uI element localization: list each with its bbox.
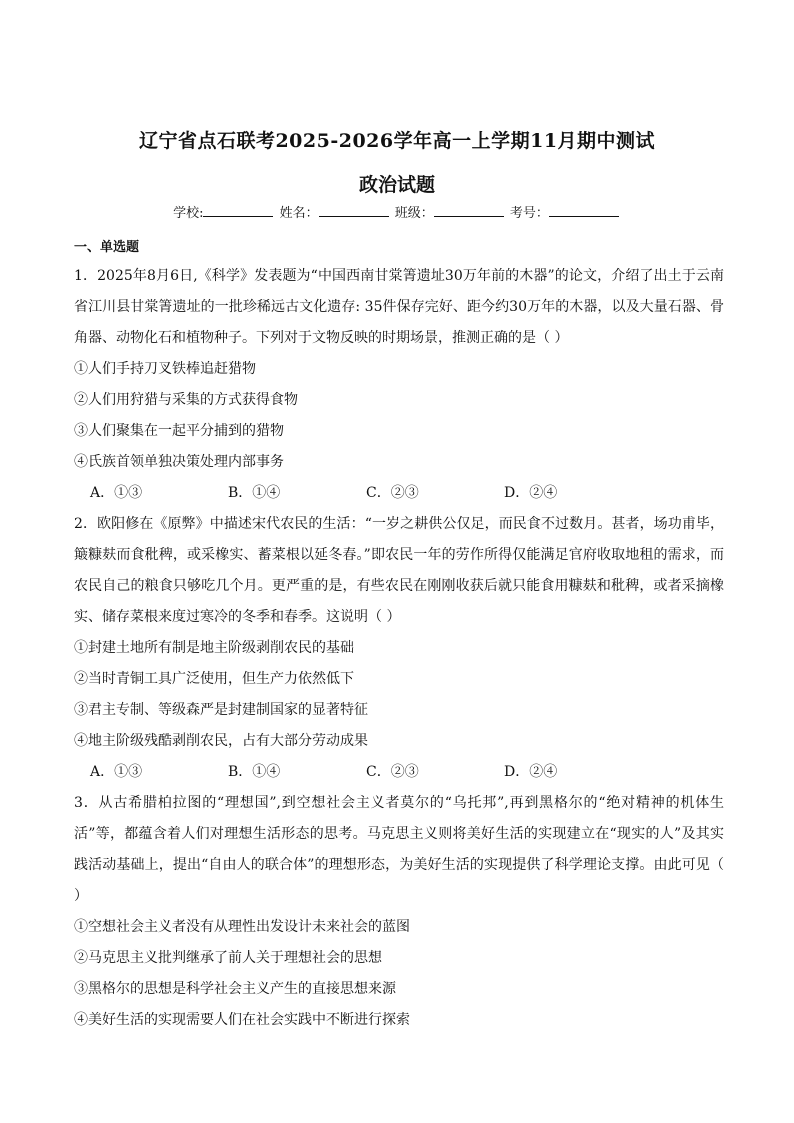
choice-a[interactable]: A．①③	[90, 485, 143, 501]
question-stem: 3．从古希腊柏拉图的“理想国”,到空想社会主义者莫尔的“乌托邦”,再到黑格尔的“绝对精神的机体生活”等，都蕴含着人们对理想生活形态的思考。马克思主义则将美好生活的实现建立在“现实的人”及其实践活动基础上，提出“自由人的联合体”的理想形态，为美好生活的实现提供了科学理论支撑。由此可见（ ）	[74, 795, 724, 904]
statement-option: ④地主阶级残酷剥削农民，占有大部分劳动成果	[74, 733, 368, 749]
choice-d[interactable]: D．②④	[504, 764, 558, 780]
answer-choices	[90, 757, 724, 788]
statement-option: ③人们聚集在一起平分捕到的猎物	[74, 423, 284, 439]
name-blank[interactable]	[319, 204, 389, 217]
exam-number-label: 考号：	[509, 206, 549, 221]
choice-b[interactable]: B．①④	[228, 485, 281, 501]
choice-a[interactable]: A．①③	[90, 764, 143, 780]
class-blank[interactable]	[434, 204, 504, 217]
statement-option: ①封建土地所有制是地主阶级剥削农民的基础	[74, 640, 354, 656]
exam-number-blank[interactable]	[549, 204, 619, 217]
school-blank[interactable]	[203, 204, 273, 217]
question-area	[74, 236, 724, 1036]
answer-choices	[90, 478, 724, 509]
name-label: 姓名：	[279, 206, 319, 221]
exam-title: 辽宁省点石联考2025-2026学年高一上学期11月期中测试	[138, 130, 656, 152]
choice-d[interactable]: D．②④	[504, 485, 558, 501]
student-info-line	[0, 202, 794, 221]
statement-option: ③黑格尔的思想是科学社会主义产生的直接思想来源	[74, 981, 396, 997]
section-heading: 一、单选题	[74, 240, 140, 255]
question-stem: 1．2025年8月6日,《科学》发表题为“中国西南甘棠箐遗址30万年前的木器”的论文，介绍了出土于云南省江川县甘棠箐遗址的一批珍稀远古文化遗存: 35件保存完好、距今约30万年的木器，以及大量石器、骨角器、动物化石和植物种子。下列对于文物反映的时期场景，推测正确的是（ ）	[74, 268, 724, 346]
statement-option: ①人们手持刀叉铁棒追赶猎物	[74, 361, 256, 377]
statement-option: ①空想社会主义者没有从理性出发设计未来社会的蓝图	[74, 919, 410, 935]
choice-b[interactable]: B．①④	[228, 764, 281, 780]
statement-option: ④美好生活的实现需要人们在社会实践中不断进行探索	[74, 1012, 410, 1028]
statement-option: ②当时青铜工具广泛使用，但生产力依然低下	[74, 671, 354, 687]
statement-option: ④氏族首领单独决策处理内部事务	[74, 454, 284, 470]
question-stem: 2．欧阳修在《原弊》中描述宋代农民的生活：“一岁之耕供公仅足，而民食不过数月。甚者，场功甫毕，簸糠麸而食秕稗，或采橡实、蓄菜根以延冬春。”即农民一年的劳作所得仅能满足官府收取地租的需求，而农民自己的粮食只够吃几个月。更严重的是，有些农民在刚刚收获后就只能食用糠麸和秕稗，或者采摘橡实、储存菜根来度过寒冷的冬季和春季。这说明（ ）	[74, 516, 724, 625]
question-3	[74, 788, 724, 1036]
statement-option: ②人们用狩猎与采集的方式获得食物	[74, 392, 298, 408]
statement-option: ③君主专制、等级森严是封建制国家的显著特征	[74, 702, 368, 718]
statement-option: ②马克思主义批判继承了前人关于理想社会的思想	[74, 950, 382, 966]
exam-subject: 政治试题	[358, 174, 435, 196]
school-label: 学校:	[173, 206, 204, 221]
question-2	[74, 509, 724, 788]
question-1	[74, 261, 724, 509]
choice-c[interactable]: C．②③	[366, 485, 419, 501]
choice-c[interactable]: C．②③	[366, 764, 419, 780]
class-label: 班级：	[394, 206, 434, 221]
